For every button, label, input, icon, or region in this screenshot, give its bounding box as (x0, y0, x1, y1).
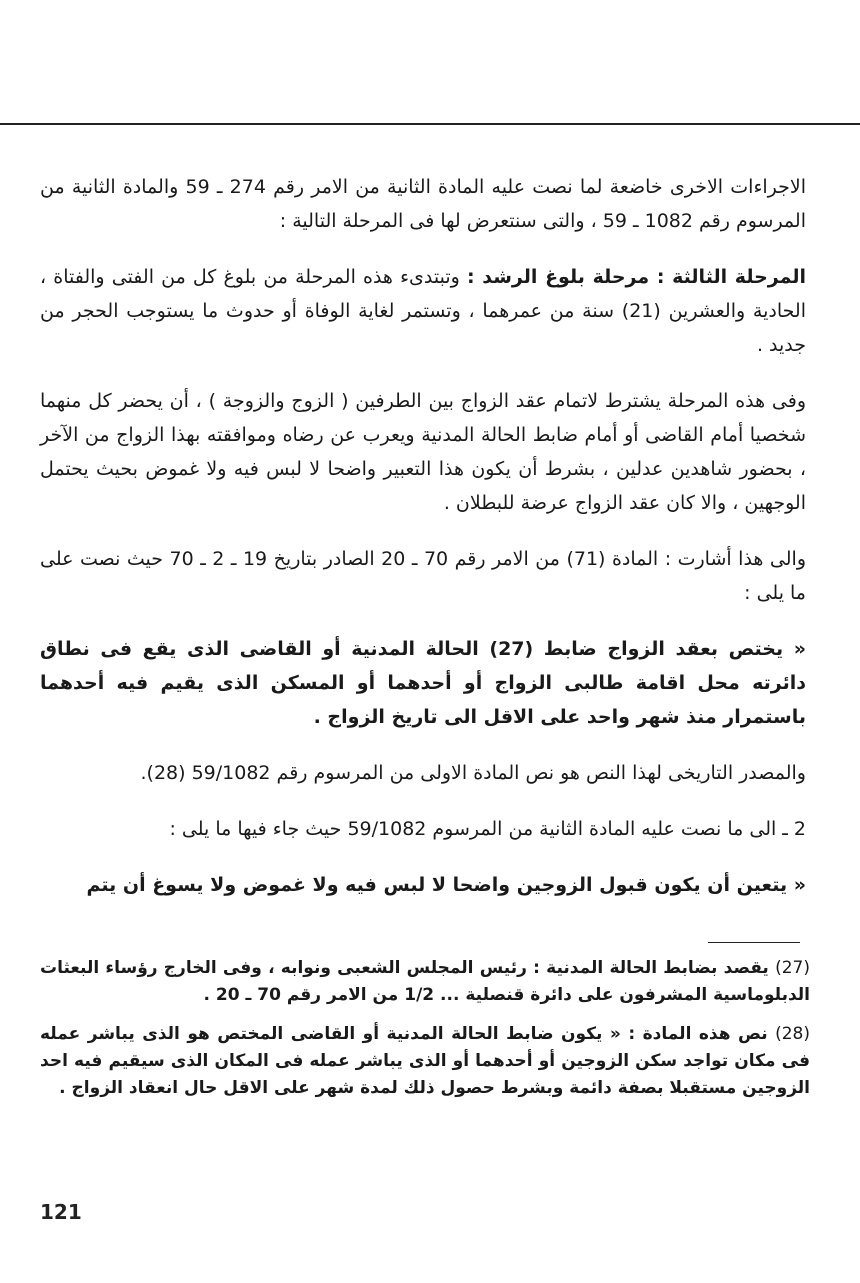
paragraph-2 (40, 260, 806, 362)
body-text (40, 170, 806, 924)
header-rule (0, 123, 860, 125)
footnote-28-text: نص هذه المادة : « يكون ضابط الحالة المدنية أو القاضى المختص هو الذى يباشر عمله فى مكان تواجد سكن الزوجين أو أحدهما أو الذى يباشر عمله فى المكان الذى سيقيم فيه احد الزوجين مستقبلا بصفة دائمة وبشرط حصول ذلك لمدة شهر على الاقل حال انعقاد الزواج . (40, 1024, 810, 1098)
paragraph-7: 2 ـ الى ما نصت عليه المادة الثانية من المرسوم 59/1082 حيث جاء فيها ما يلى : (169, 818, 806, 840)
quote-article-71: « يختص بعقد الزواج ضابط (27) الحالة المدنية أو القاضى الذى يقع فى نطاق دائرته محل اقامة طالبى الزواج أو أحدهما أو المسكن الذى يقيم فيه أحدهما باستمرار منذ شهر واحد على الاقل الى تاريخ الزواج . (40, 638, 806, 728)
paragraph-6: والمصدر التاريخى لهذا النص هو نص المادة الاولى من المرسوم رقم 59/1082 (28). (140, 762, 806, 784)
paragraph-3: وفى هذه المرحلة يشترط لاتمام عقد الزواج بين الطرفين ( الزوج والزوجة ) ، أن يحضر كل منهما شخصيا أمام القاضى أو أمام ضابط الحالة المدنية ويعرب عن رضاه وموافقته بهذا الزواج من الآخر ، بحضور شاهدين عدلين ، بشرط أن يكون هذا التعبير واضحا لا لبس فيه ولا غموض بحيث يحتمل الوجهين ، والا كان عقد الزواج عرضة للبطلان . (40, 390, 806, 514)
section-heading: المرحلة الثالثة : مرحلة بلوغ الرشد : (466, 266, 806, 288)
footnote-rule (708, 942, 800, 943)
footnote-28 (40, 1021, 810, 1102)
footnote-28-number: (28) (775, 1024, 810, 1044)
page-number: 121 (40, 1200, 82, 1224)
footnote-27 (40, 955, 810, 1009)
quote-article-2: « يتعين أن يكون قبول الزوجين واضحا لا لبس فيه ولا غموض ولا يسوغ أن يتم (86, 874, 806, 896)
footnote-27-text: يقصد بضابط الحالة المدنية : رئيس المجلس الشعبى ونوابه ، وفى الخارج رؤساء البعثات الدبلوماسية المشرفون على دائرة قنصلية ... 1/2 من الامر رقم 70 ـ 20 . (40, 958, 810, 1005)
paragraph-1: الاجراءات الاخرى خاضعة لما نصت عليه المادة الثانية من الامر رقم 274 ـ 59 والمادة الثانية من المرسوم رقم 1082 ـ 59 ، والتى سنتعرض لها فى المرحلة التالية : (40, 176, 807, 232)
paragraph-2-body: وتبتدىء هذه المرحلة من بلوغ كل من الفتى والفتاة ، الحادية والعشرين (21) سنة من عمرهما ، وتستمر لغاية الوفاة أو حدوث ما يستوجب الحجر من جديد . (40, 266, 806, 356)
footnote-27-number: (27) (775, 958, 810, 978)
footnotes (40, 955, 810, 1114)
paragraph-4: والى هذا أشارت : المادة (71) من الامر رقم 70 ـ 20 الصادر بتاريخ 19 ـ 2 ـ 70 حيث نصت على ما يلى : (40, 548, 807, 604)
